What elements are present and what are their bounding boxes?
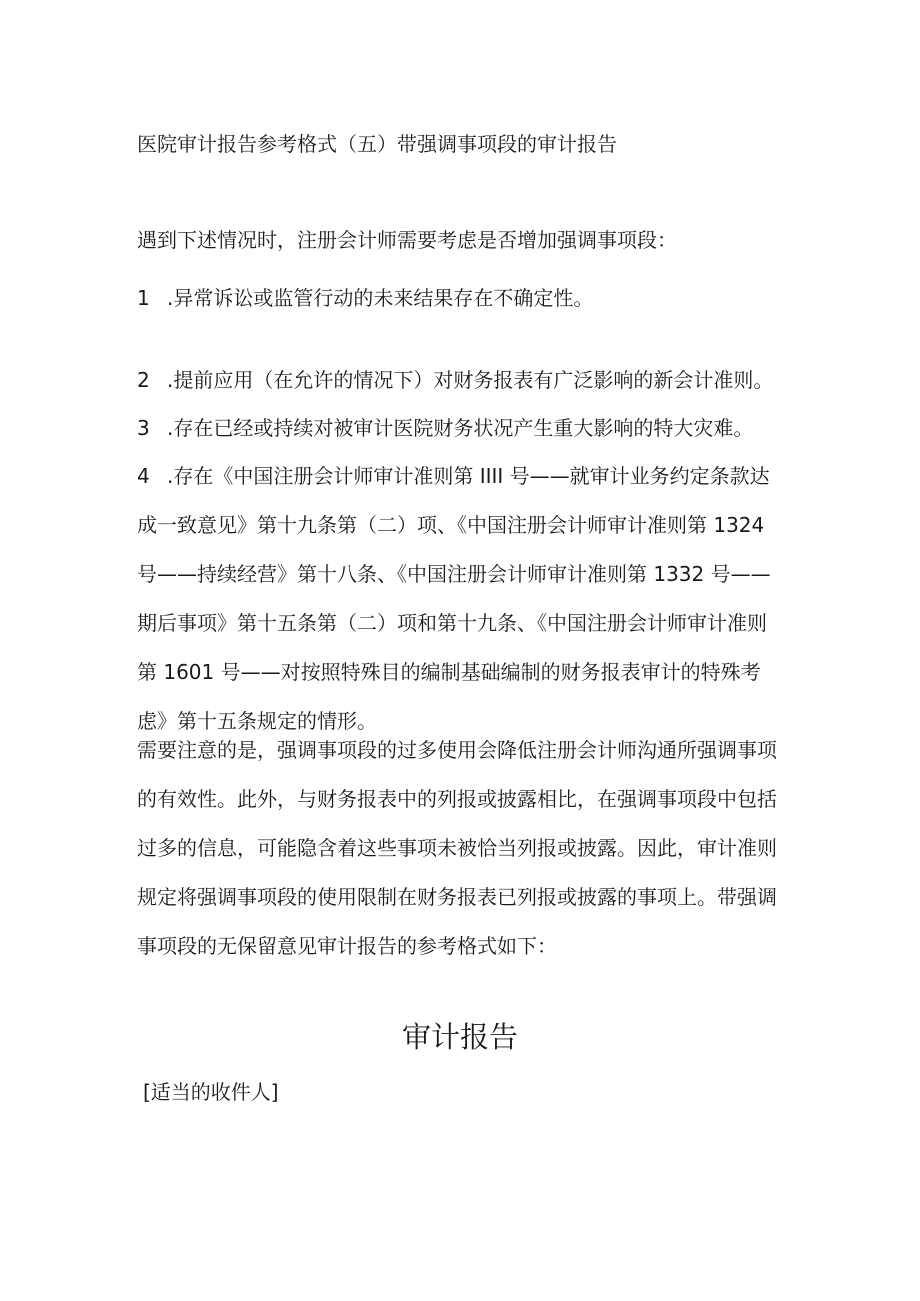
note-line: 需要注意的是，强调事项段的过多使用会降低注册会计师沟通所强调事项 xyxy=(137,738,777,762)
list-item-number: 3 xyxy=(137,416,150,440)
note-line: 的有效性。此外，与财务报表中的列报或披露相比，在强调事项段中包括 xyxy=(137,787,777,811)
list-item-text: .异常诉讼或监管行动的未来结果存在不确定性。 xyxy=(167,286,594,310)
list-item-number: 1 xyxy=(137,286,150,310)
document-title: 医院审计报告参考格式（五）带强调事项段的审计报告 xyxy=(137,132,617,156)
list-item-line: 虑》第十五条规定的情形。 xyxy=(137,709,377,733)
list-item-line: 第 1601 号——对按照特殊目的编制基础编制的财务报表审计的特殊考 xyxy=(137,660,761,684)
list-item-line: 成一致意见》第十九条第（二）项、《中国注册会计师审计准则第 1324 xyxy=(137,513,765,537)
note-line: 过多的信息，可能隐含着这些事项未被恰当列报或披露。因此，审计准则 xyxy=(137,836,777,860)
intro-paragraph: 遇到下述情况时，注册会计师需要考虑是否增加强调事项段： xyxy=(137,228,677,252)
list-item-number: 4 xyxy=(137,464,150,488)
report-heading: 审计报告 xyxy=(401,1020,518,1054)
note-line: 事项段的无保留意见审计报告的参考格式如下： xyxy=(137,934,557,958)
list-item-line: 号——持续经营》第十八条、《中国注册会计师审计准则第 1332 号—— xyxy=(137,562,771,586)
list-item-line xyxy=(137,452,787,501)
list-item-number: 2 xyxy=(137,368,150,392)
note-line: 规定将强调事项段的使用限制在财务报表已列报或披露的事项上。带强调 xyxy=(137,885,777,909)
list-item xyxy=(137,452,787,746)
recipient-placeholder: [适当的收件人] xyxy=(143,1080,279,1104)
list-item-text: .存在已经或持续对被审计医院财务状况产生重大影响的特大灾难。 xyxy=(167,416,754,440)
note-paragraph xyxy=(137,726,787,971)
list-item xyxy=(137,284,593,312)
list-item-line: 期后事项》第十五条第（二）项和第十九条、《中国注册会计师审计准则 xyxy=(137,611,767,635)
list-item xyxy=(137,414,753,442)
list-item xyxy=(137,366,773,394)
list-item-text: .存在《中国注册会计师审计准则第 IIII 号——就审计业务约定条款达 xyxy=(167,464,770,488)
list-item-text: .提前应用（在允许的情况下）对财务报表有广泛影响的新会计准则。 xyxy=(167,368,774,392)
